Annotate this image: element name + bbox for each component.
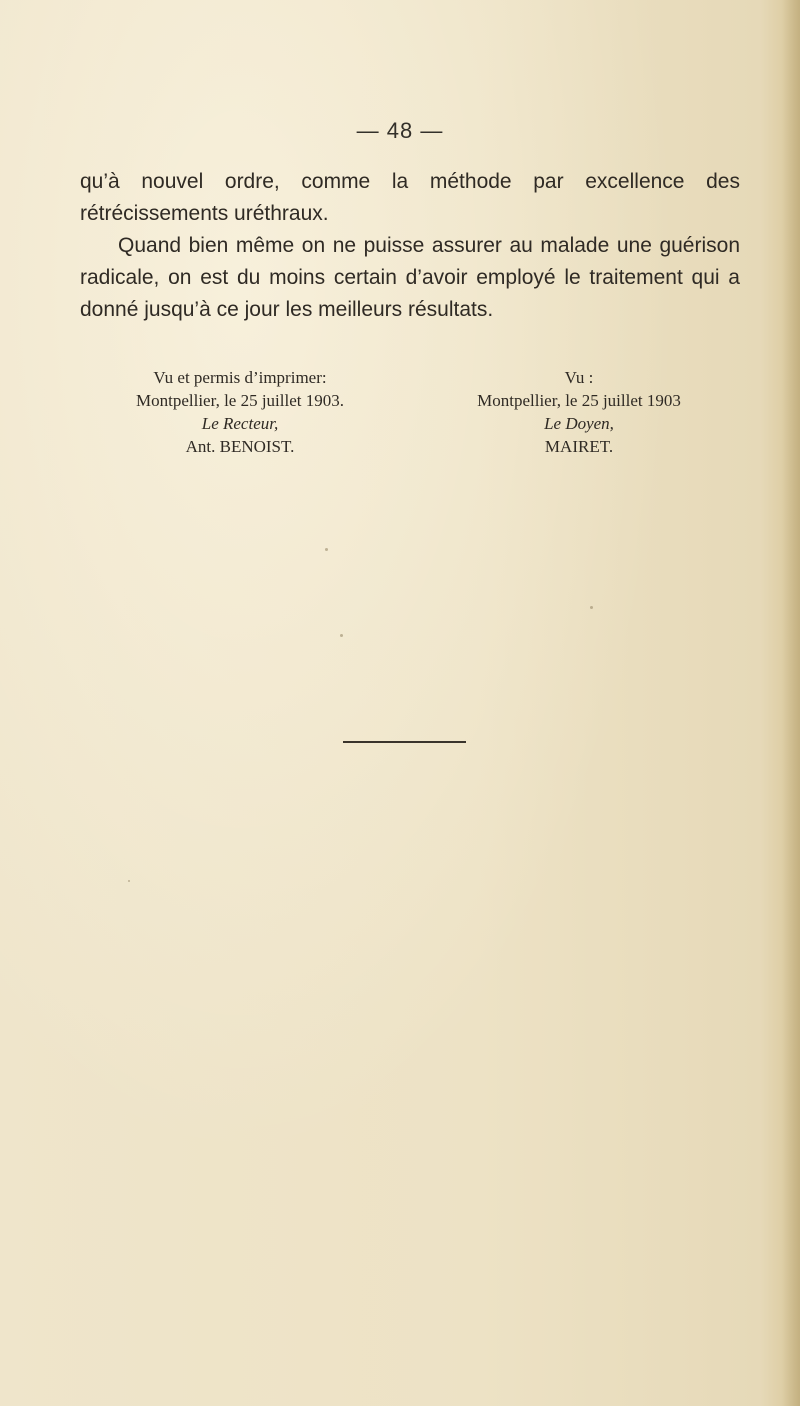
paragraph-1: qu’à nouvel ordre, comme la méthode par excellence des rétrécissements uréthraux. <box>80 170 740 225</box>
paper-speck <box>128 880 130 882</box>
closing-rule <box>343 741 466 743</box>
dean-heading: Vu : <box>564 368 594 387</box>
paper-speck <box>590 606 593 609</box>
page-edge-shadow <box>782 0 800 1406</box>
dean-date: Montpellier, le 25 juillet 1903 <box>477 391 681 410</box>
imprimatur-heading: Vu et permis d’imprimer: <box>153 368 327 387</box>
dean-approval-block <box>418 366 740 458</box>
paragraph-2: Quand bien même on ne puisse assurer au malade une guérison radicale, on est du moins certain d’avoir employé le traitement qui a donné jusqu’à ce jour les meilleurs résultats. <box>80 234 740 321</box>
paper-speck <box>340 634 343 637</box>
page-number: — 48 — <box>356 118 444 143</box>
imprimatur-date: Montpellier, le 25 juillet 1903. <box>135 391 344 410</box>
imprimatur-name: Ant. BENOIST. <box>185 437 295 456</box>
dean-title: Le Doyen, <box>544 414 614 433</box>
dean-name: MAIRET. <box>544 437 614 456</box>
imprimatur-block <box>80 366 400 458</box>
paper-speck <box>325 548 328 551</box>
body-text <box>80 166 740 326</box>
imprimatur-title: Le Recteur, <box>201 414 279 433</box>
